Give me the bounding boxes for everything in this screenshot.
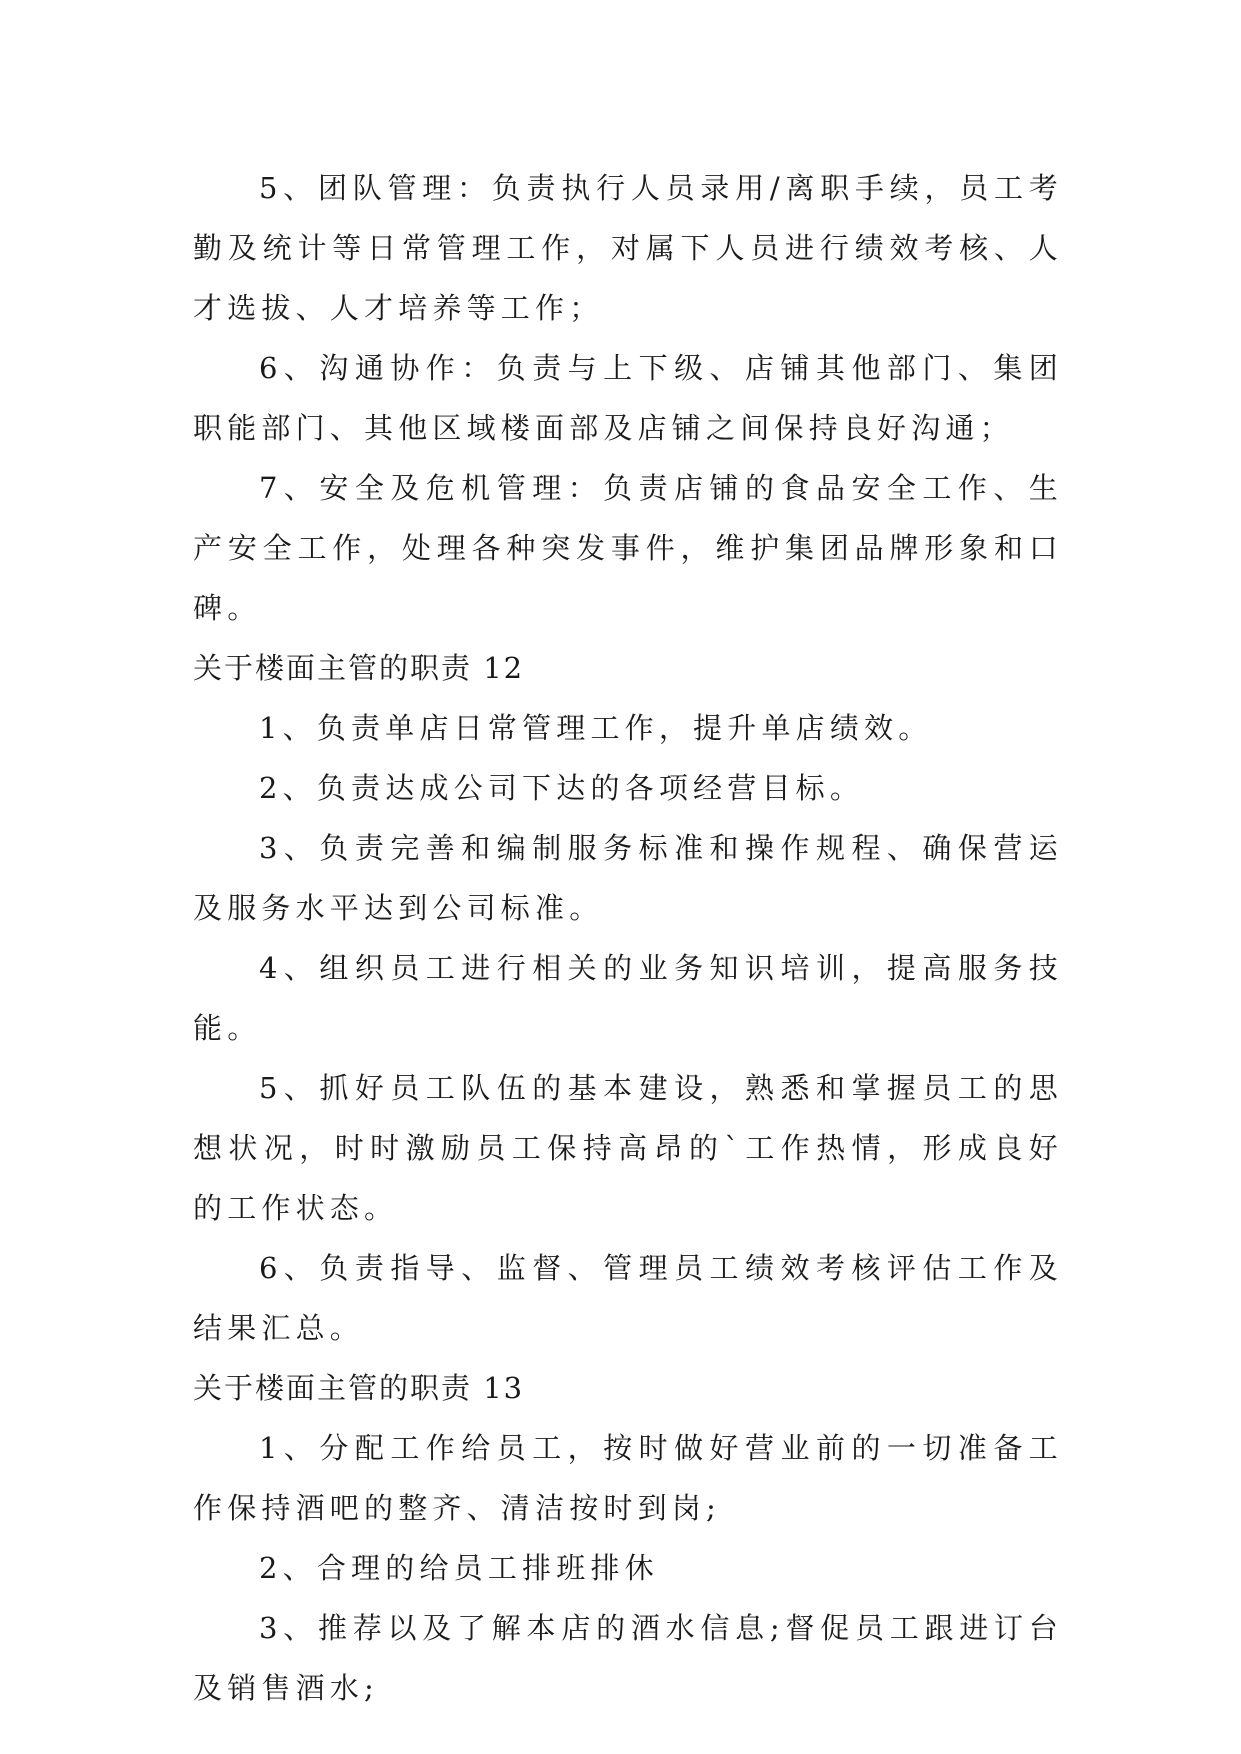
section-heading-13: 关于楼面主管的职责 13 <box>193 1371 525 1405</box>
paragraph-12-item-1: 1、负责单店日常管理工作，提升单店绩效。 <box>259 711 933 745</box>
paragraph-12-item-2: 2、负责达成公司下达的各项经营目标。 <box>259 771 865 805</box>
paragraph-12-item-4: 4、组织员工进行相关的业务知识培训，提高服务技能。 <box>193 951 1063 1045</box>
paragraph-12-item-3: 3、负责完善和编制服务标准和操作规程、确保营运及服务水平达到公司标准。 <box>193 831 1063 925</box>
paragraph-communication: 6、沟通协作：负责与上下级、店铺其他部门、集团职能部门、其他区域楼面部及店铺之间保持良好沟通； <box>193 351 1063 445</box>
document-body <box>193 158 1063 1718</box>
paragraph-12-item-5: 5、抓好员工队伍的基本建设，熟悉和掌握员工的思想状况，时时激励员工保持高昂的`工作热情，形成良好的工作状态。 <box>193 1071 1063 1225</box>
paragraph-13-item-1: 1、分配工作给员工，按时做好营业前的一切准备工作保持酒吧的整齐、清洁按时到岗; <box>193 1431 1063 1525</box>
paragraph-13-item-3: 3、推荐以及了解本店的酒水信息;督促员工跟进订台及销售酒水; <box>193 1611 1063 1705</box>
paragraph-13-item-2: 2、合理的给员工排班排休 <box>259 1551 659 1585</box>
paragraph-safety-crisis: 7、安全及危机管理：负责店铺的食品安全工作、生产安全工作，处理各种突发事件，维护集团品牌形象和口碑。 <box>193 471 1063 625</box>
section-heading-12: 关于楼面主管的职责 12 <box>193 651 525 685</box>
paragraph-12-item-6: 6、负责指导、监督、管理员工绩效考核评估工作及结果汇总。 <box>193 1251 1063 1345</box>
paragraph-team-management: 5、团队管理：负责执行人员录用/离职手续，员工考勤及统计等日常管理工作，对属下人员进行绩效考核、人才选拔、人才培养等工作； <box>193 171 1063 325</box>
